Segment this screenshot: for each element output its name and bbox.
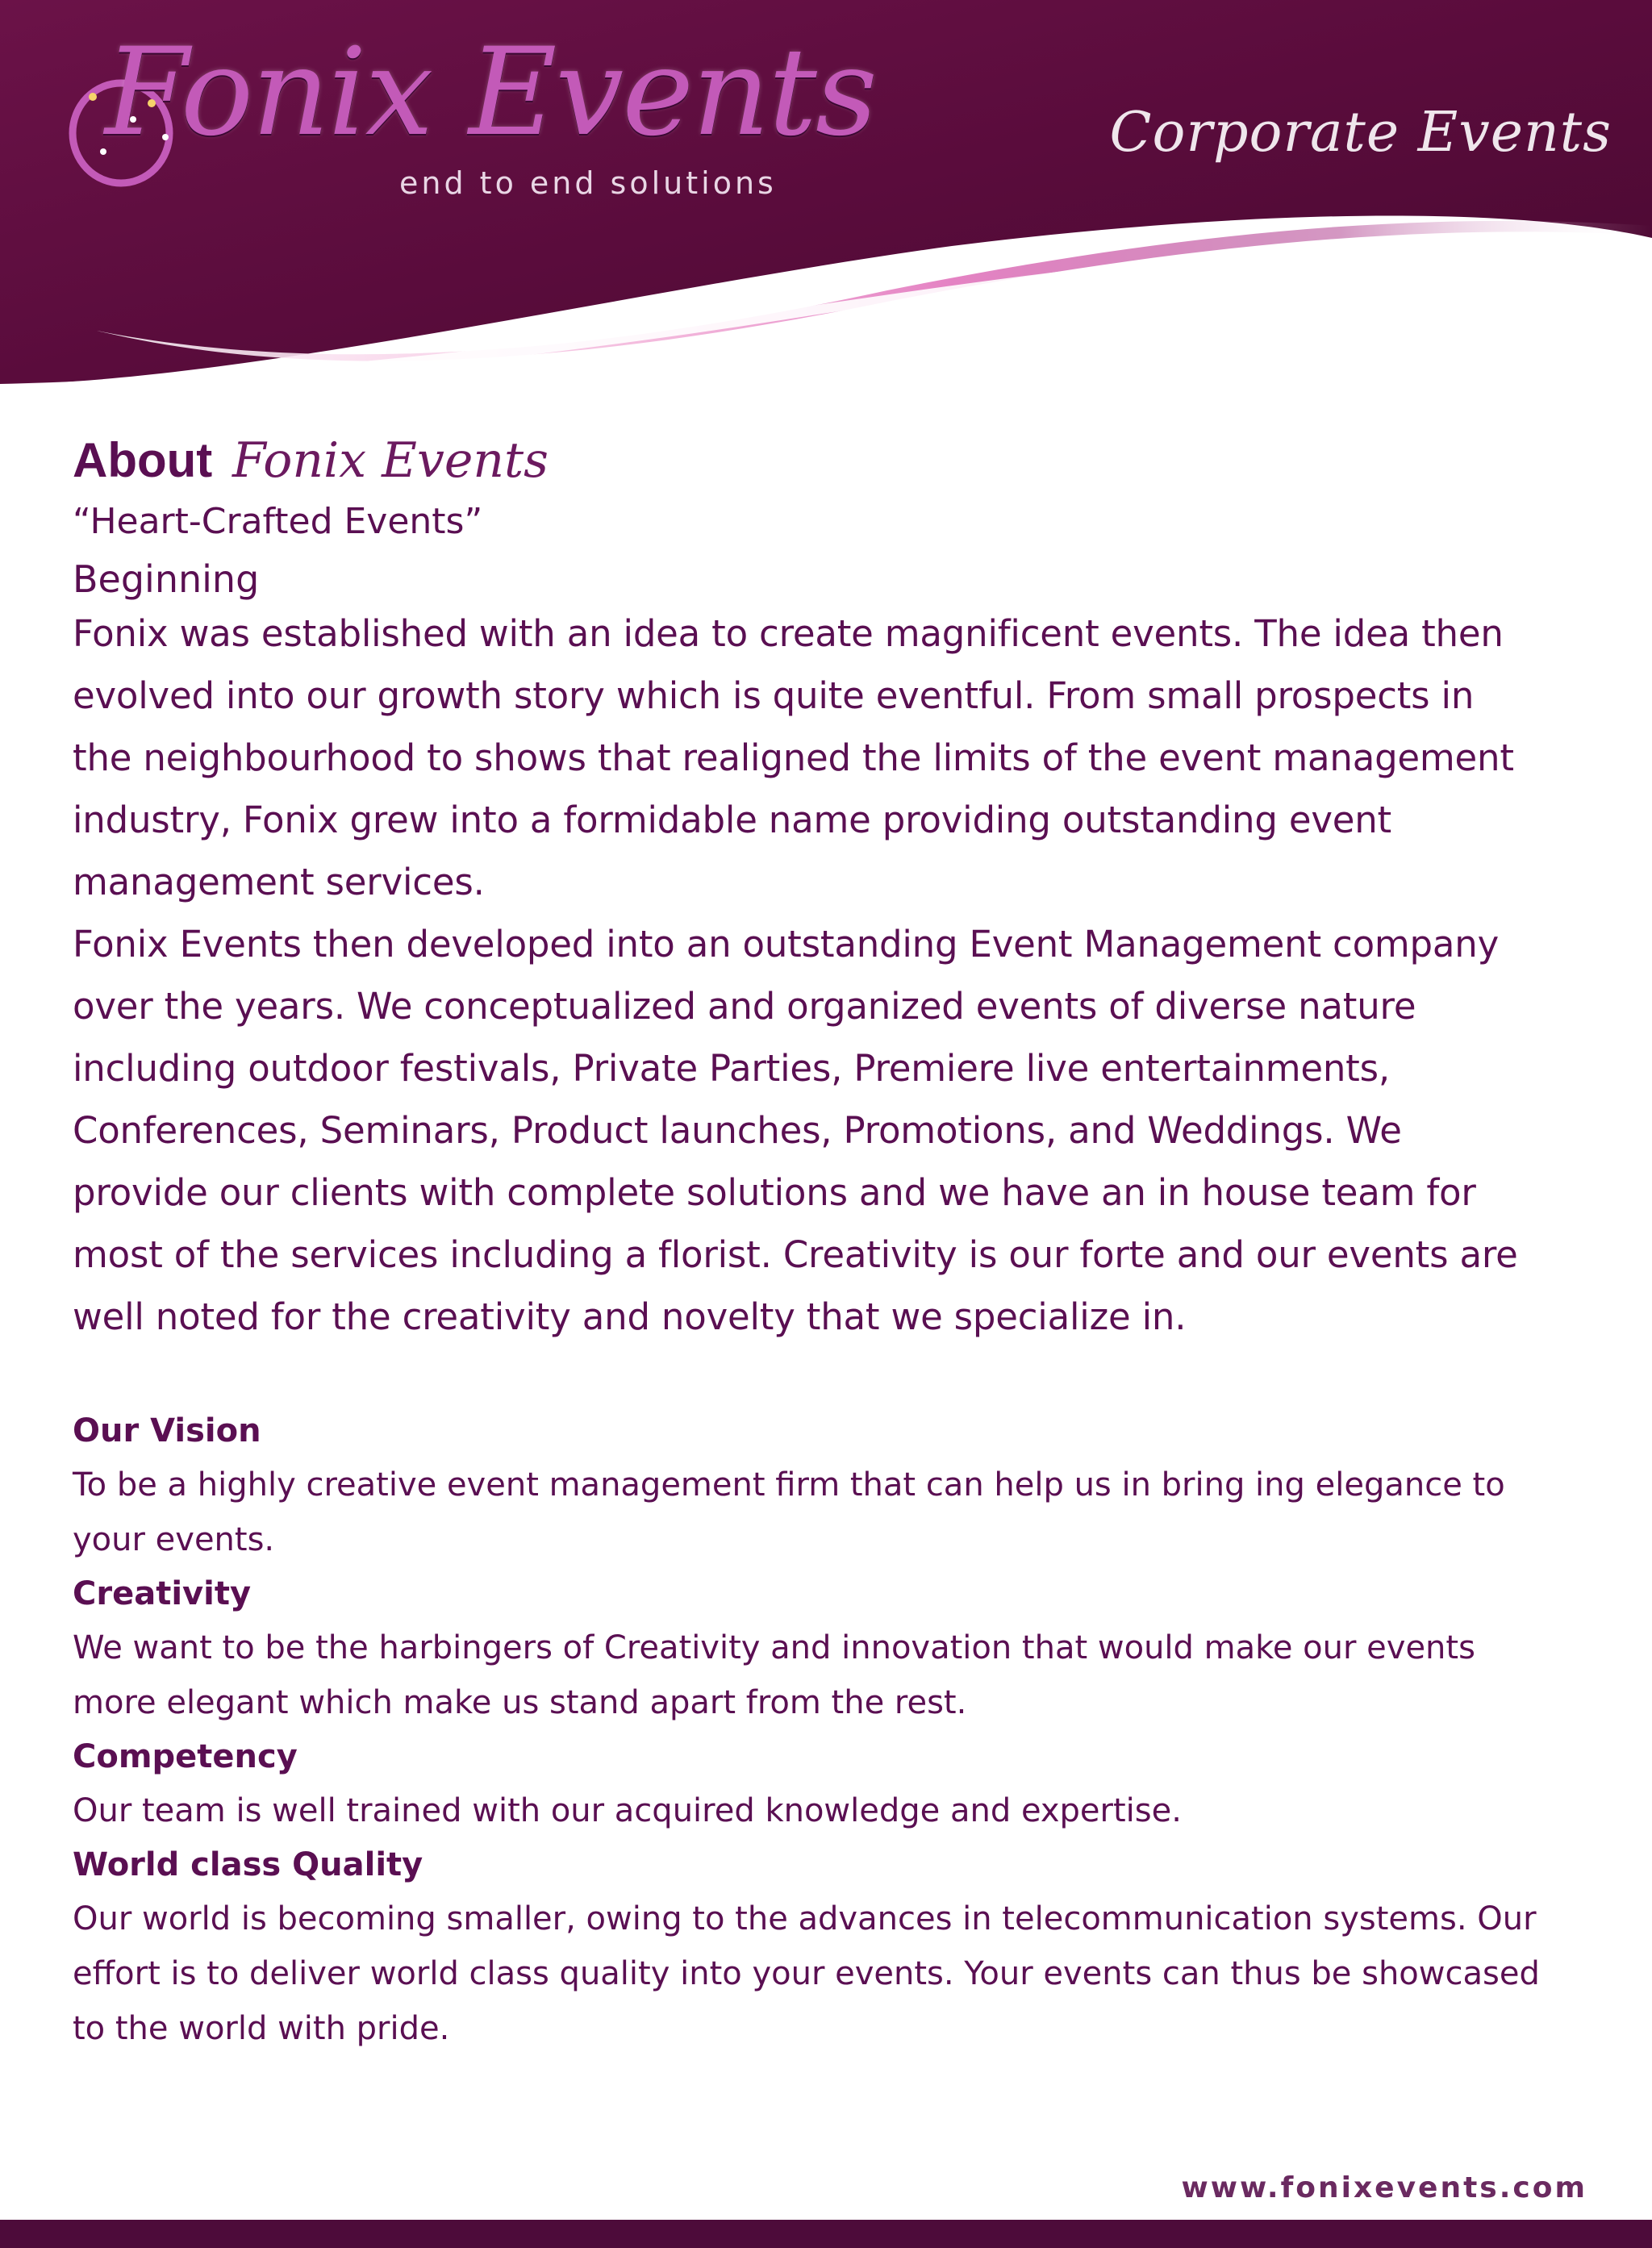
vision-text: To be a highly creative event management firm that can help us in bring ing elegance to your events. xyxy=(73,1466,1505,1559)
main-content xyxy=(73,432,1541,2056)
competency-text: Our team is well trained with our acquired knowledge and expertise. xyxy=(73,1792,1182,1830)
quality-heading: World class Quality xyxy=(73,1846,423,1884)
logo-tagline: end to end solutions xyxy=(399,165,777,201)
quality-text: Our world is becoming smaller, owing to the advances in telecommunication systems. Our effort is to deliver world class quality into your events. Your events can thus be showcased to the world with pride. xyxy=(73,1900,1540,2048)
corner-title: Corporate Events xyxy=(1109,101,1612,165)
vision-heading: Our Vision xyxy=(73,1412,261,1450)
about-heading xyxy=(73,432,1541,490)
header-banner xyxy=(0,0,1652,419)
creativity-block xyxy=(73,1567,1541,1730)
creativity-text: We want to be the harbingers of Creativity and innovation that would make our events more elegant which make us stand apart from the rest. xyxy=(73,1629,1475,1722)
about-brand-name: Fonix Events xyxy=(232,432,549,489)
values-section xyxy=(73,1404,1541,2056)
logo-wordmark: Fonix Events xyxy=(105,23,876,163)
tagline: “Heart-Crafted Events” xyxy=(73,501,483,542)
footer-bar xyxy=(0,2220,1652,2248)
website-link[interactable]: www.fonixevents.com xyxy=(1181,2171,1587,2204)
about-paragraph-1: Fonix was established with an idea to create magnificent events. The idea then evolved into our growth story which is quite eventful. From small prospects in the neighbourhood to shows that realigned the limits of the event management industry, Fonix grew into a formidable name providing outstanding event management services. xyxy=(73,612,1514,904)
quality-block xyxy=(73,1838,1541,2056)
vision-block xyxy=(73,1404,1541,1567)
beginning-subheading: Beginning xyxy=(73,557,260,601)
about-label: About xyxy=(73,433,213,487)
competency-heading: Competency xyxy=(73,1738,298,1776)
competency-block xyxy=(73,1730,1541,1838)
creativity-heading: Creativity xyxy=(73,1575,252,1613)
about-paragraph-2: Fonix Events then developed into an outstanding Event Management company over the years. We conceptualized and organized events of diverse nature including outdoor festivals, Private Parties, Premiere live entertainments, Conferences, Seminars, Product launches, Promotions, and Weddings. We provide our clients with complete solutions and we have an in house team for most of the services including a florist. Creativity is our forte and our events are well noted for the creativity and novelty that we specialize in. xyxy=(73,923,1518,1339)
